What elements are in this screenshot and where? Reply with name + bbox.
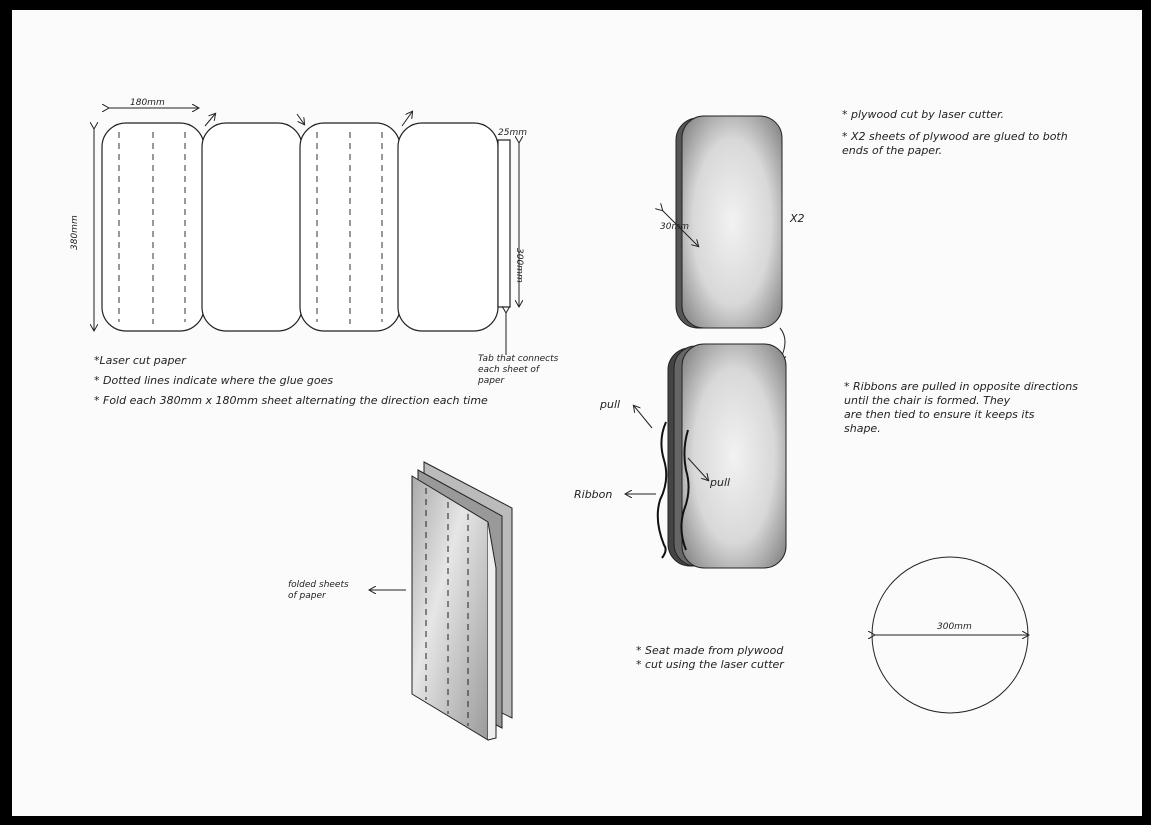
tab-note: Tab that connects each sheet of paper bbox=[478, 354, 559, 386]
plywood-thickness-label: 30mm bbox=[660, 222, 689, 232]
pull-label-top: pull bbox=[600, 398, 621, 411]
ribbon-notes: * Ribbons are pulled in opposite directions until the chair is formed. They are then tied to ensure it keeps its shape. bbox=[844, 380, 1078, 435]
ribbon-label: Ribbon bbox=[574, 488, 613, 501]
tab-width-label: 25mm bbox=[498, 128, 527, 138]
tab-height-label: 300mm bbox=[514, 248, 524, 283]
unfolded-paper-strip bbox=[102, 123, 510, 331]
connecting-tab bbox=[498, 140, 510, 307]
seat-notes: * Seat made from plywood * cut using the laser cutter bbox=[636, 644, 784, 671]
stacked-chair-drawing bbox=[626, 344, 786, 568]
folded-paper-drawing bbox=[370, 462, 512, 740]
paper-panel-2 bbox=[202, 123, 302, 331]
paper-panel-4 bbox=[398, 123, 498, 331]
x2-label: X2 bbox=[790, 212, 805, 225]
width-dimension-label: 180mm bbox=[130, 98, 165, 108]
drawing-sheet bbox=[12, 10, 1142, 816]
paper-notes: *Laser cut paper * Dotted lines indicate where the glue goes * Fold each 380mm x 180mm sheet alternating the direction each time bbox=[94, 354, 488, 407]
plywood-notes: * plywood cut by laser cutter. * X2 sheets of plywood are glued to both ends of the paper. bbox=[842, 108, 1068, 157]
pull-label-middle: pull bbox=[710, 476, 731, 489]
ribbon-line bbox=[658, 422, 667, 558]
height-dimension-label: 380mm bbox=[70, 215, 80, 250]
pull-arrow-top bbox=[634, 406, 652, 428]
folded-sheets-label: folded sheets of paper bbox=[288, 580, 349, 601]
seat-diameter-label: 300mm bbox=[937, 622, 972, 632]
seat-circle-drawing bbox=[872, 557, 1028, 713]
